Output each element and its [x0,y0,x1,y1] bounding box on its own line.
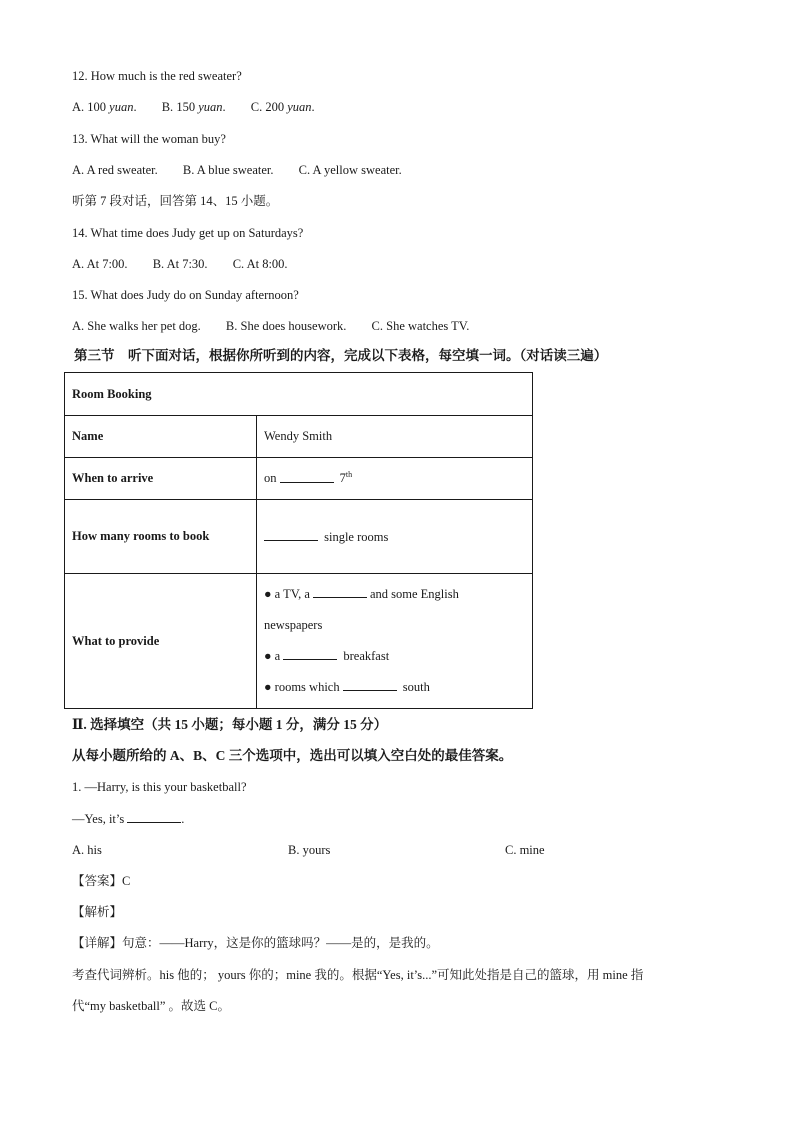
blank-line [343,679,397,691]
question-1-option-a: A. his [72,843,102,857]
section-3-title: 第三节 听下面对话，根据你所听到的内容，完成以下表格，每空填一词。（对话读三遍） [74,348,608,363]
section-7-note: 听第 7 段对话，回答第 14、15 小题。 [72,194,279,208]
question-15-options [72,318,469,334]
question-12-stem: 12. How much is the red sweater? [72,69,242,83]
option-a: A. A red sweater. [72,163,158,177]
explanation-line-1: 考查代词辨析。his 他的； yours 你的；mine 我的。根据“Yes, it’s...”可知此处指是自己的篮球，用 mine 指 [72,968,644,982]
question-1-line-1: 1. —Harry, is this your basketball? [72,780,247,794]
provide-item-2: ● a breakfast [264,649,390,663]
row-value-arrive: on 7th [257,458,533,500]
blank-line [280,471,334,483]
blank-line [127,811,181,823]
room-booking-table [64,372,533,709]
option-a: A. 100 yuan. [72,100,137,114]
question-13-stem: 13. What will the woman buy? [72,132,226,146]
question-15-stem: 15. What does Judy do on Sunday afternoon? [72,288,299,302]
blank-line [264,529,318,541]
option-a: A. At 7:00. [72,257,128,271]
provide-item-1-cont: newspapers [264,618,323,632]
provide-item-1: ● a TV, a and some English [264,587,459,601]
row-label-arrive: When to arrive [65,458,257,500]
question-1-option-c: C. mine [505,843,545,857]
row-value-name: Wendy Smith [257,416,533,458]
row-label-name: Name [65,416,257,458]
table-row [65,574,533,709]
question-14-stem: 14. What time does Judy get up on Saturdays? [72,226,304,240]
row-label-provide: What to provide [65,574,257,709]
answer-line: 【答案】C [72,874,131,888]
option-a: A. She walks her pet dog. [72,319,201,333]
option-b: B. She does housework. [225,319,347,333]
question-13-options [72,162,402,178]
option-b: B. At 7:30. [152,257,208,271]
part-2-title: Ⅱ. 选择填空（共 15 小题；每小题 1 分，满分 15 分） [72,717,388,732]
option-b: B. A blue sweater. [182,163,274,177]
option-c: C. She watches TV. [371,319,470,333]
provide-item-3: ● rooms which south [264,680,430,694]
table-header: Room Booking [65,373,533,416]
analysis-label: 【解析】 [72,905,123,919]
table-row [65,500,533,574]
part-2-instructions: 从每小题所给的 A、B、C 三个选项中，选出可以填入空白处的最佳答案。 [72,748,513,763]
option-c: C. A yellow sweater. [298,163,402,177]
detail-line: 【详解】句意：——Harry，这是你的篮球吗？——是的，是我的。 [72,936,439,950]
row-label-rooms: How many rooms to book [65,500,257,574]
option-b: B. 150 yuan. [161,100,226,114]
question-12-options [72,99,315,115]
option-c: C. 200 yuan. [250,100,315,114]
question-1-option-b: B. yours [288,843,331,857]
blank-line [283,648,337,660]
row-value-provide [257,574,533,709]
row-value-rooms: single rooms [257,500,533,574]
table-row [65,373,533,416]
explanation-line-2: 代“my basketball” 。故选 C。 [72,999,230,1013]
option-c: C. At 8:00. [232,257,288,271]
question-1-line-2: —Yes, it’s . [72,812,185,826]
blank-line [313,586,367,598]
question-14-options [72,256,288,272]
table-row [65,416,533,458]
table-row [65,458,533,500]
